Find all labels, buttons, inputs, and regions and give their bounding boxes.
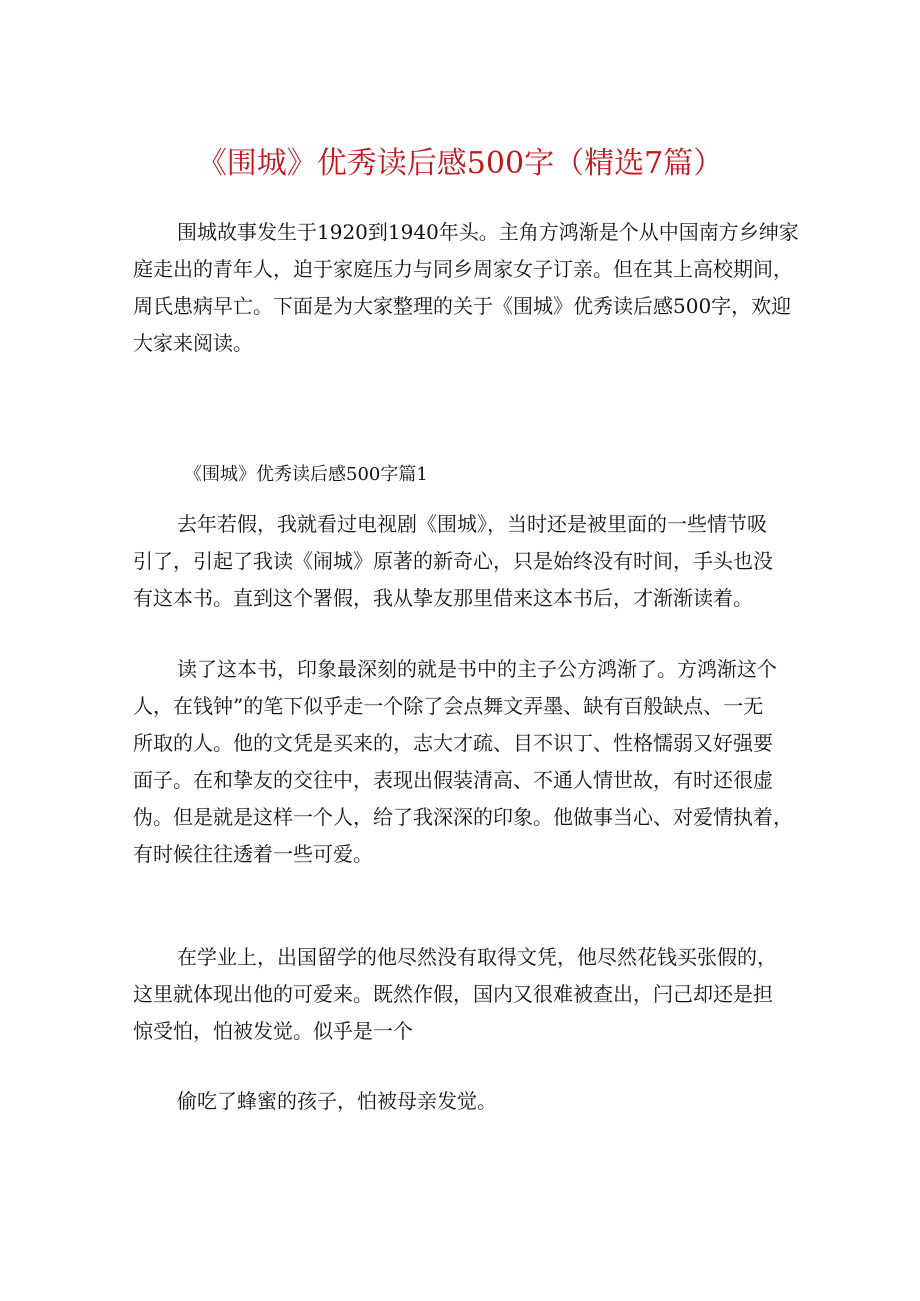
section-heading: 《围城》优秀读后感500字篇1 (184, 464, 428, 485)
text-line: 人，在钱钟”的笔下似乎走一个除了会点舞文弄墨、缺有百般缺点、一无 (133, 694, 764, 718)
text-line: 在学业上，出国留学的他尽然没有取得文凭，他尽然花钱买张假的， (177, 945, 777, 969)
text-line: 所取的人。他的文凭是买来的，志大才疏、目不识丁、性格懦弱又好强要 (133, 731, 773, 755)
text-line: 庭走出的青年人，迫于家庭压力与同乡周家女子订亲。但在其上高校期间， (133, 257, 793, 281)
body-paragraph (133, 506, 793, 617)
text-line: 大家来阅读。 (133, 331, 253, 355)
text-line: 有这本书。直到这个署假，我从挚友那里借来这本书后，才渐渐读着。 (133, 586, 753, 610)
text-line: 惊受怕，怕被发觉。似乎是一个 (133, 1019, 413, 1043)
body-paragraph: 偷吃了蜂蜜的孩子，怕被母亲发觉。 (177, 1089, 497, 1113)
text-line: 面子。在和挚友的交往中，表现出假装清高、不通人情世故，有时还很虚 (133, 768, 773, 792)
text-line: 去年若假，我就看过电视剧《围城》，当时还是被里面的一些情节吸 (177, 512, 767, 536)
body-paragraph (133, 939, 793, 1050)
text-line: 有时候往往透着一些可爱。 (133, 842, 373, 866)
intro-paragraph (133, 214, 799, 362)
text-line: 围城故事发生于1920到1940年头。主角方鸿渐是个从中国南方乡绅家 (177, 220, 799, 244)
text-line: 这里就体现出他的可爱来。既然作假，国内又很难被查出，闩己却还是担 (133, 982, 773, 1006)
document-title: 《围城》优秀读后感500字（精选7篇） (196, 146, 724, 181)
text-line: 伪。但是就是这样一个人，给了我深深的印象。他做事当心、对爱情执着， (133, 805, 793, 829)
text-line: 周氏患病早亡。下面是为大家整理的关于《围城》优秀读后感500字，欢迎 (133, 294, 792, 318)
text-line: 引了，引起了我读《闹城》原著的新奇心，只是始终没有时间，手头也没 (133, 549, 773, 573)
body-paragraph (133, 651, 793, 873)
text-line: 读了这本书，印象最深刻的就是书中的主子公方鸿渐了。方鸿渐这个 (177, 657, 777, 681)
